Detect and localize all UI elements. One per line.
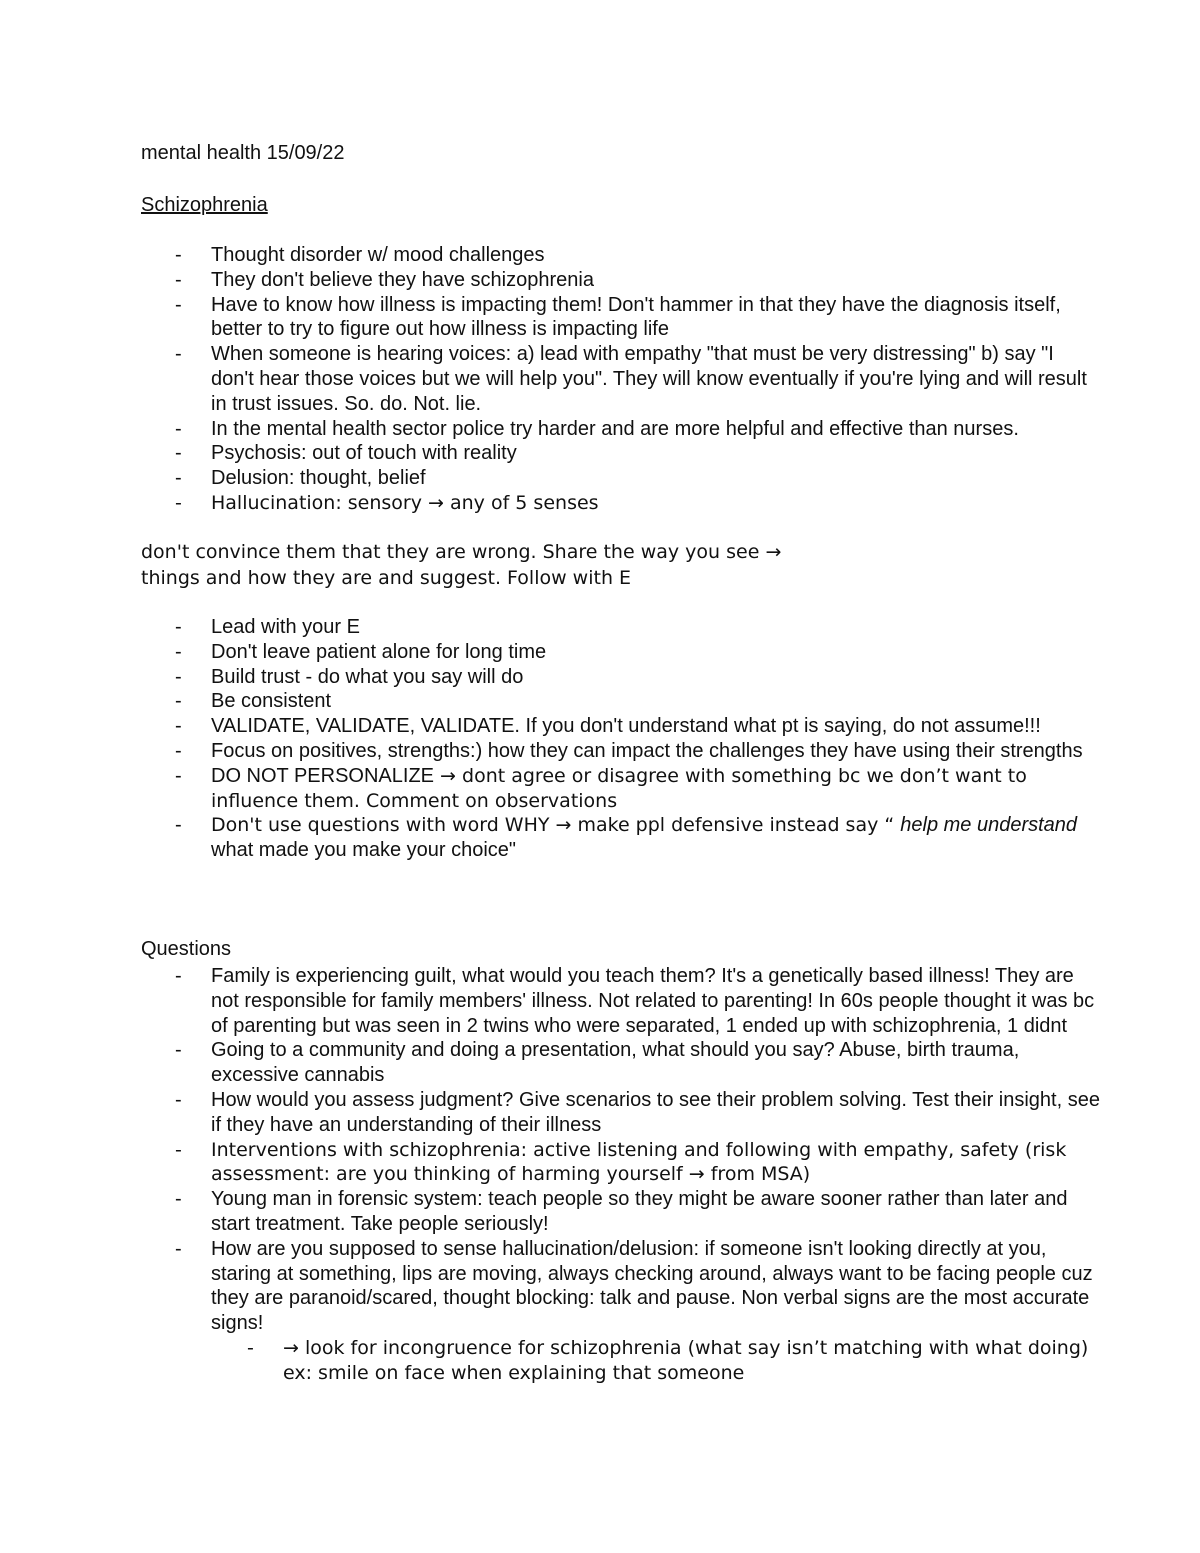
list-item: - Delusion: thought, belief xyxy=(141,466,1101,491)
list-item: - Going to a community and doing a presentation, what should you say? Abuse, birth trauma, excessive cannabis xyxy=(141,1038,1101,1088)
paragraph-line: things and how they are and suggest. Follow with E xyxy=(141,566,632,589)
list-item: - How would you assess judgment? Give scenarios to see their problem solving. Test their insight, see if they have an understanding of their illness xyxy=(141,1088,1101,1138)
list-item: - How are you supposed to sense hallucination/delusion: if someone isn't looking directly at you, staring at something, lips are moving, always checking around, always want to be facing people cuz they are paranoid/scared, thought blocking: talk and pause. Non verbal signs are the most accurate signs! xyxy=(141,1237,1101,1336)
personalize-rest: → dont agree or disagree with something bc we don’t want to influence them. Comment on observations xyxy=(211,764,1027,812)
list-item: - Thought disorder w/ mood challenges xyxy=(141,243,1101,268)
list-item: - Lead with your E xyxy=(141,615,1101,640)
list-item: - They don't believe they have schizophrenia xyxy=(141,268,1101,293)
why-lead: Don't use questions with word WHY → make ppl defensive instead say “ xyxy=(211,814,901,837)
questions-list xyxy=(141,964,1101,1386)
paragraph-line: don't convince them that they are wrong. Share the way you see → xyxy=(141,541,782,563)
hallucination-paragraph xyxy=(141,540,1101,591)
document-title: mental health 15/09/22 xyxy=(141,142,345,164)
list-item: - Psychosis: out of touch with reality xyxy=(141,441,1101,466)
why-emphasis: help me understand xyxy=(900,814,1078,837)
list-item: - Focus on positives, strengths:) how they can impact the challenges they have using their strengths xyxy=(141,739,1101,764)
list-item-personalize xyxy=(141,764,1101,814)
why-rest: what made you make your choice" xyxy=(211,839,517,862)
list-item: - Family is experiencing guilt, what would you teach them? It's a genetically based illness! They are not responsible for family members' illness. Not related to parenting! In 60s people thought it was bc of parenting but was seen in 2 twins who were separated, 1 ended up with schizophrenia, 1 didnt xyxy=(141,964,1101,1038)
list-item: - In the mental health sector police try harder and are more helpful and effective than nurses. xyxy=(141,417,1101,442)
list-item: - Interventions with schizophrenia: active listening and following with empathy, safety (risk assessment: are you thinking of harming yourself → from MSA) xyxy=(141,1138,1101,1188)
list-item: - VALIDATE, VALIDATE, VALIDATE. If you don't understand what pt is saying, do not assume!!! xyxy=(141,714,1101,739)
questions-heading: Questions xyxy=(141,938,232,960)
list-item: - Hallucination: sensory → any of 5 senses xyxy=(141,491,1101,516)
list-item: - Build trust - do what you say will do xyxy=(141,665,1101,690)
list-item: - Don't leave patient alone for long time xyxy=(141,640,1101,665)
list-item: - When someone is hearing voices: a) lead with empathy "that must be very distressing" b) say "I don't hear those voices but we will help you". They will know eventually if you're lying and will result in trust issues. So. do. Not. lie. xyxy=(141,342,1101,416)
schizophrenia-notes-list xyxy=(141,243,1101,516)
personalize-lead: DO NOT PERSONALIZE xyxy=(211,764,435,787)
list-item: - Young man in forensic system: teach people so they might be aware sooner rather than later and start treatment. Take people seriously! xyxy=(141,1187,1101,1237)
approach-tips-list xyxy=(141,615,1101,863)
list-item: - Have to know how illness is impacting them! Don't hammer in that they have the diagnosis itself, better to try to figure out how illness is impacting life xyxy=(141,293,1101,343)
section-heading-schizophrenia: Schizophrenia xyxy=(141,194,268,216)
sub-list-item: - → look for incongruence for schizophrenia (what say isn’t matching with what doing) ex: smile on face when explaining that someone xyxy=(141,1336,1101,1386)
list-item: - Be consistent xyxy=(141,689,1101,714)
list-item-why xyxy=(141,813,1101,863)
